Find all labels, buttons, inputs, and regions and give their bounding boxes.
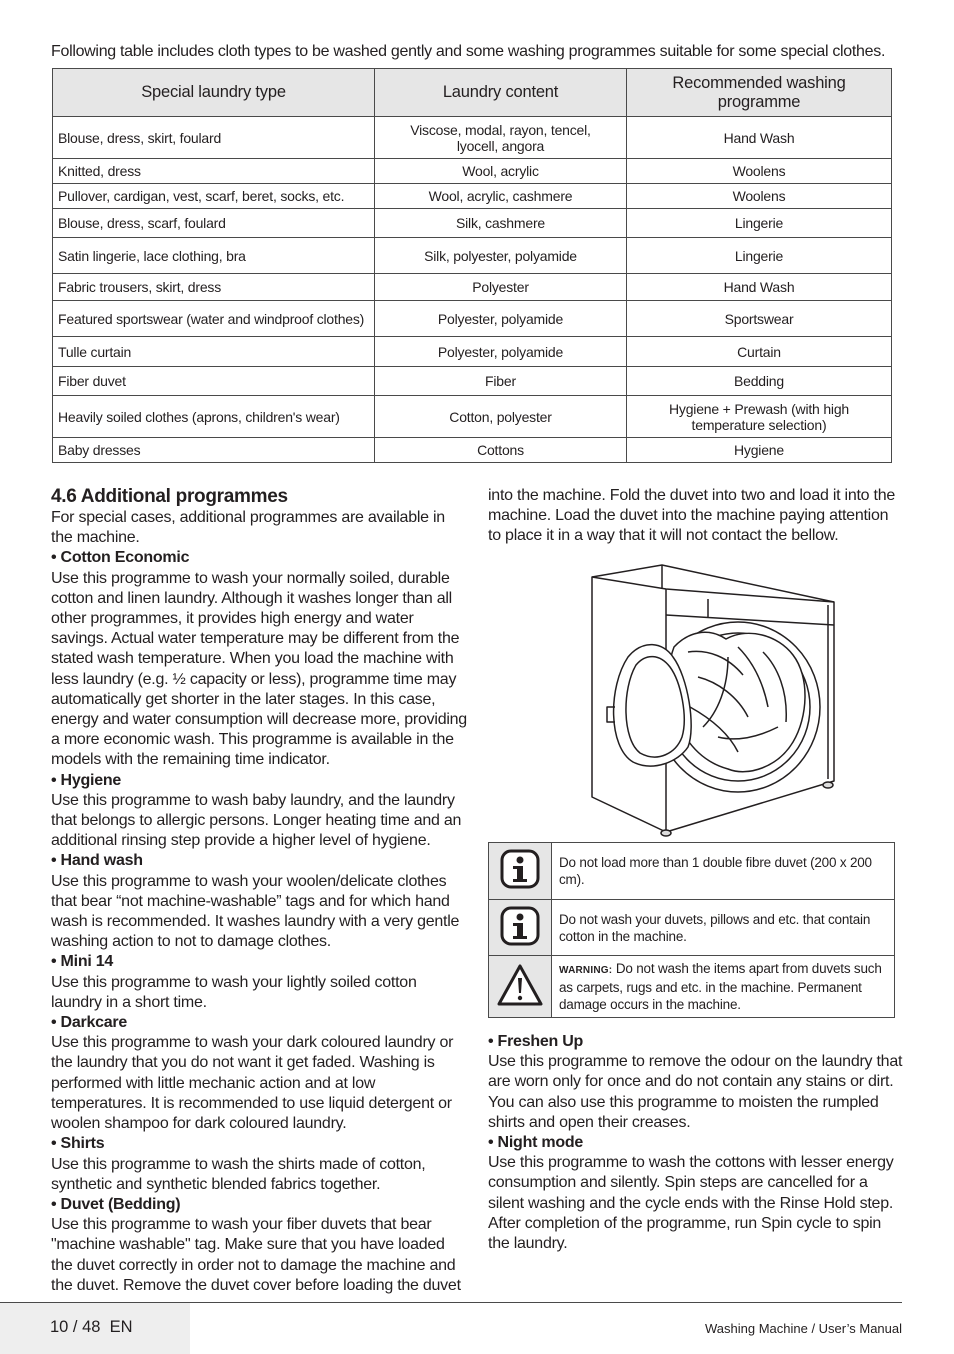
programme-name: • Mini 14 <box>51 953 114 971</box>
table-cell: Polyester, polyamide <box>375 301 627 337</box>
programme-text: Use this programme to wash your normally soiled, durable cotton and linen laundry. Although it washes longer than all other programmes, it provides high energy and water savings. Actual water temperature may be different from the stated wash temperature. When you load the machine with less laundry (e.g. ½ capacity or less), programme time may automatically get shorter in the later stages. In this case, energy and water consumption will decrease more, providing a more economic wash. This programme is available in the models with the remaining time indicator. <box>51 569 467 769</box>
programme-text: Use this programme to wash baby laundry, and the laundry that belongs to allergic persons. Longer heating time and an additional rinsing step provide a higher level of hygiene. <box>51 791 462 850</box>
table-row <box>53 274 892 301</box>
programme-text: Use this programme to wash the shirts made of cotton, synthetic and synthetic blended fabrics together. <box>51 1155 426 1193</box>
note-icon-cell <box>489 956 552 1018</box>
programme-text: Use this programme to remove the odour on the laundry that are worn only for once and do not contain any stains or dirt. You can also use this programme to moisten the rumpled shirts and open their creases. <box>488 1053 903 1131</box>
table-header: Recommended washing programme <box>627 69 892 117</box>
table-cell: Polyester, polyamide <box>375 337 627 367</box>
info-icon <box>500 906 540 946</box>
table-cell: Cotton, polyester <box>375 396 627 438</box>
programme-text: Use this programme to wash your fiber duvets that bear "machine washable" tag. Make sure that you have loaded the duvet correctly in order not to damage the machine and the duvet. Remove the duvet cover before loading the duvet <box>51 1216 461 1294</box>
table-cell: Woolens <box>627 184 892 209</box>
note-row <box>489 900 895 956</box>
duvet-continued-text: into the machine. Fold the duvet into two and load it into the machine. Load the duvet into the machine paying attention to place it in a way that it will not contact the bellow. <box>488 487 895 545</box>
notes-table <box>488 842 895 1018</box>
programme-name: • Cotton Economic <box>51 549 190 567</box>
table-cell: Hygiene + Prewash (with high temperature selection) <box>627 396 892 438</box>
table-cell: Hygiene <box>627 438 892 463</box>
programme-text: Use this programme to wash your lightly soiled cotton laundry in a short time. <box>51 973 417 1011</box>
table-cell: Viscose, modal, rayon, tencel, lyocell, angora <box>375 117 627 159</box>
table-cell: Lingerie <box>627 209 892 238</box>
section-intro: For special cases, additional programmes are available in the machine. <box>51 509 445 547</box>
note-row <box>489 843 895 900</box>
programme-text: Use this programme to wash your dark coloured laundry or the laundry that you do not want it get faded. Washing is performed with little mechanic action and at low temperatures. It is recommended to use liquid detergent or woolen shampoo for dark coloured laundry. <box>51 1034 454 1133</box>
warning-icon <box>496 963 544 1007</box>
programme-text: Use this programme to wash the cottons with lesser energy consumption and silently. Spin steps are cancelled for a silent washing and the cycle ends with the Rinse Hold step. After completion of the programme, run Spin cycle to spin the laundry. <box>488 1154 894 1253</box>
programme-name: • Night mode <box>488 1134 584 1152</box>
table-cell: Bedding <box>627 367 892 396</box>
table-cell: Curtain <box>627 337 892 367</box>
programme-name: • Freshen Up <box>488 1033 584 1050</box>
right-column-bottom <box>488 1032 904 1254</box>
table-row <box>53 337 892 367</box>
left-column <box>51 486 467 1296</box>
table-cell: Blouse, dress, scarf, foulard <box>53 209 375 238</box>
programme-name: • Hand wash <box>51 852 143 870</box>
programme-name: • Hygiene <box>51 771 122 789</box>
table-cell: Blouse, dress, skirt, foulard <box>53 117 375 159</box>
duvet-loading-illustration <box>578 557 848 840</box>
table-cell: Hand Wash <box>627 117 892 159</box>
table-cell: Satin lingerie, lace clothing, bra <box>53 238 375 274</box>
table-row <box>53 184 892 209</box>
table-cell: Knitted, dress <box>53 159 375 184</box>
table-cell: Lingerie <box>627 238 892 274</box>
page-number: 10 / 48 EN <box>50 1318 133 1336</box>
table-cell: Silk, polyester, polyamide <box>375 238 627 274</box>
info-icon <box>500 849 540 889</box>
table-row <box>53 367 892 396</box>
table-row <box>53 396 892 438</box>
table-cell: Silk, cashmere <box>375 209 627 238</box>
table-cell: Fabric trousers, skirt, dress <box>53 274 375 301</box>
table-cell: Woolens <box>627 159 892 184</box>
table-cell: Featured sportswear (water and windproof clothes) <box>53 301 375 337</box>
table-row <box>53 438 892 463</box>
table-header-row <box>53 69 892 117</box>
table-cell: Sportswear <box>627 301 892 337</box>
table-cell: Cottons <box>375 438 627 463</box>
table-cell: Fiber <box>375 367 627 396</box>
programme-name: • Duvet (Bedding) <box>51 1195 181 1213</box>
programme-text: Use this programme to wash your woolen/delicate clothes that bear “not machine-washable” tags and for which hand wash is recommended. It washes laundry with a very gentle washing action to not to damage clothes. <box>51 872 460 951</box>
table-cell: Baby dresses <box>53 438 375 463</box>
table-cell: Fiber duvet <box>53 367 375 396</box>
warning-label: WARNING: <box>559 965 613 976</box>
table-row <box>53 238 892 274</box>
table-cell: Heavily soiled clothes (aprons, children's wear) <box>53 396 375 438</box>
note-text: Do not wash your duvets, pillows and etc. that contain cotton in the machine. <box>552 900 895 956</box>
table-row <box>53 117 892 159</box>
right-column-top <box>488 486 904 547</box>
table-header: Laundry content <box>375 69 627 117</box>
table-row <box>53 159 892 184</box>
note-text <box>552 956 895 1018</box>
table-cell: Pullover, cardigan, vest, scarf, beret, socks, etc. <box>53 184 375 209</box>
table-row <box>53 209 892 238</box>
warning-text: Do not wash the items apart from duvets such as carpets, rugs and etc. in the machine. Permanent damage occurs in the machine. <box>559 961 882 1012</box>
note-icon-cell <box>489 843 552 900</box>
table-row <box>53 301 892 337</box>
table-cell: Wool, acrylic <box>375 159 627 184</box>
programme-name: • Shirts <box>51 1135 105 1153</box>
programme-name: • Darkcare <box>51 1014 128 1032</box>
table-cell: Tulle curtain <box>53 337 375 367</box>
table-cell: Polyester <box>375 274 627 301</box>
table-header: Special laundry type <box>53 69 375 117</box>
note-row <box>489 956 895 1018</box>
intro-text: Following table includes cloth types to be washed gently and some washing programmes suitable for some special clothes. <box>51 43 886 60</box>
table-cell: Hand Wash <box>627 274 892 301</box>
manual-title: Washing Machine / User’s Manual <box>704 1321 902 1336</box>
section-title: 4.6 Additional programmes <box>51 486 288 507</box>
table-cell: Wool, acrylic, cashmere <box>375 184 627 209</box>
laundry-table <box>52 68 892 463</box>
note-text: Do not load more than 1 double fibre duvet (200 x 200 cm). <box>552 843 895 900</box>
note-icon-cell <box>489 900 552 956</box>
